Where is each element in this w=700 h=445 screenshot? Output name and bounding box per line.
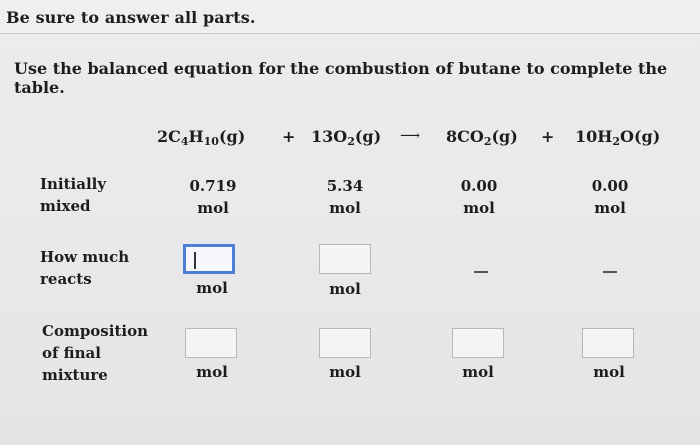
initial-value-co2: [439, 175, 519, 219]
product-co2: [446, 127, 518, 146]
initial-amount: 5.34: [326, 177, 364, 195]
unit-label: mol: [329, 199, 361, 217]
butane-coefficient: 2: [157, 127, 169, 146]
reacts-dash-water: [603, 271, 617, 273]
initial-value-butane: [173, 175, 253, 219]
oxygen-subscript: 2: [347, 135, 355, 148]
reacts-dash-co2: [474, 271, 488, 273]
header-title: Be sure to answer all parts.: [6, 8, 256, 27]
oxygen-state: (g): [354, 127, 382, 146]
butane-subscript-c: 4: [180, 135, 189, 148]
final-unit-water: mol: [593, 363, 625, 381]
co2-state: (g): [491, 127, 518, 146]
row-label-line: How much: [40, 248, 130, 266]
reacts-unit-oxygen: mol: [329, 280, 361, 298]
text-cursor: [194, 252, 196, 269]
plus-sign-1: +: [282, 127, 296, 146]
unit-label: mol: [594, 199, 626, 217]
row-label-composition-final: [42, 320, 148, 386]
plus-sign-2: +: [541, 127, 555, 146]
water-element-h: H: [597, 127, 613, 146]
water-element-o: O: [620, 127, 634, 146]
instruction-text: Use the balanced equation for the combustion of butane to complete the table.: [14, 59, 668, 97]
butane-element-c: C: [168, 127, 181, 146]
product-water: [575, 127, 660, 146]
initial-value-water: [570, 175, 650, 219]
row-label-line: mixed: [40, 197, 91, 215]
unit-label: mol: [463, 199, 495, 217]
row-label-line: Composition: [42, 322, 148, 340]
initial-amount: 0.00: [591, 177, 629, 195]
reacts-input-butane[interactable]: [183, 244, 235, 274]
water-subscript: 2: [612, 135, 621, 148]
oxygen-element: O: [333, 127, 348, 146]
row-label-how-much-reacts: [40, 246, 129, 290]
initial-value-oxygen: [305, 175, 385, 219]
final-input-water[interactable]: [582, 328, 634, 358]
co2-subscript: 2: [483, 135, 492, 148]
header-bar: [0, 0, 700, 34]
water-coefficient: 10: [575, 127, 598, 146]
butane-element-h: H: [188, 127, 204, 146]
final-input-butane[interactable]: [185, 328, 237, 358]
reaction-arrow: ⟶: [400, 128, 421, 144]
co2-coefficient: 8: [446, 127, 458, 146]
initial-amount: 0.00: [460, 177, 498, 195]
initial-amount: 0.719: [189, 177, 237, 195]
unit-label: mol: [197, 199, 229, 217]
final-input-co2[interactable]: [452, 328, 504, 358]
co2-element: CO: [457, 127, 484, 146]
final-unit-co2: mol: [462, 363, 494, 381]
butane-subscript-h: 10: [203, 135, 219, 148]
row-label-line: mixture: [42, 366, 108, 384]
reactant-oxygen: [311, 127, 381, 146]
row-label-line: reacts: [40, 270, 92, 288]
oxygen-coefficient: 13: [311, 127, 334, 146]
row-label-line: of final: [42, 344, 101, 362]
reacts-unit-butane: mol: [196, 279, 228, 297]
final-input-oxygen[interactable]: [319, 328, 371, 358]
row-label-initially-mixed: [40, 173, 106, 217]
butane-state: (g): [218, 127, 246, 146]
reactant-butane: [157, 127, 245, 146]
final-unit-butane: mol: [196, 363, 228, 381]
reacts-input-oxygen[interactable]: [319, 244, 371, 274]
row-label-line: Initially: [40, 175, 107, 193]
water-state: (g): [633, 127, 661, 146]
final-unit-oxygen: mol: [329, 363, 361, 381]
